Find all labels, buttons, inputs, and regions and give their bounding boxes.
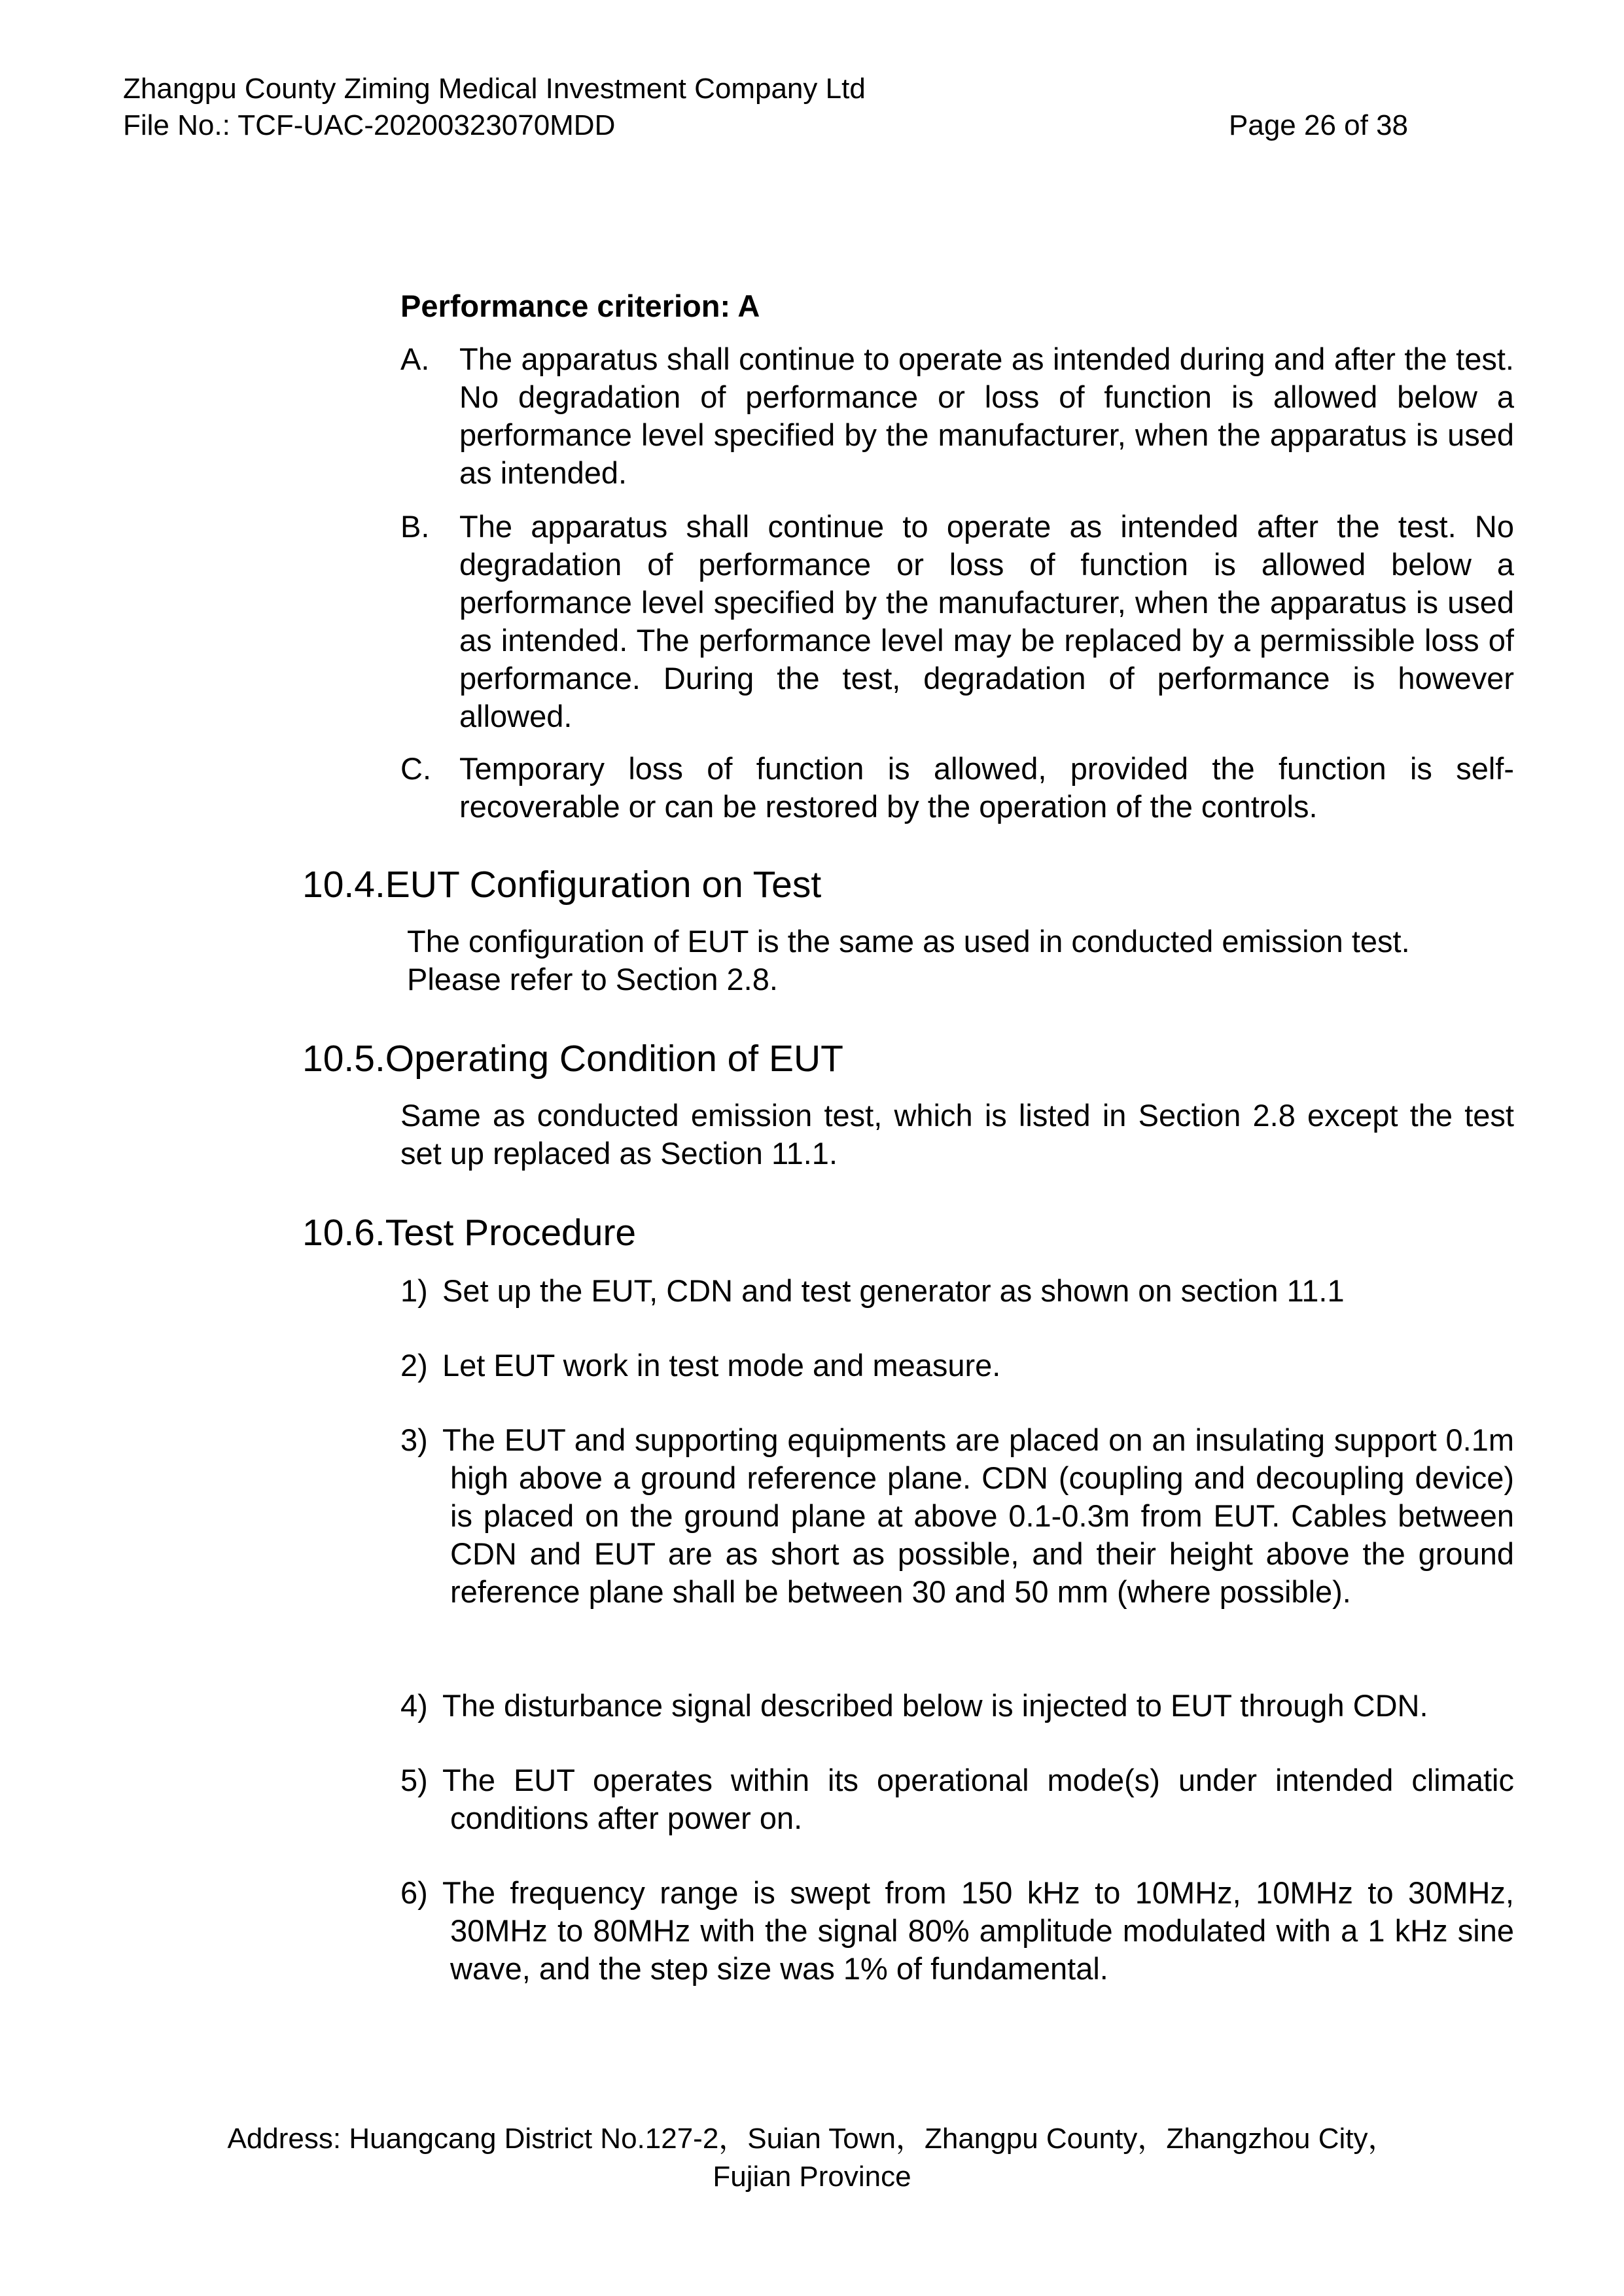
criterion-letter: C. [400,751,431,786]
criterion-text: The apparatus shall continue to operate as intended after the test. No degradation of performance or loss of function is allowed below a performance level specified by the manufacturer, when the apparatus is used as intended. The performance level may be replaced by a permissible loss of performance. During the test, degradation of performance is however allowed. [459,509,1514,733]
section-10-5-title: 10.5.Operating Condition of EUT [302,1038,843,1080]
criterion-letter: B. [400,509,430,544]
procedure-step [400,1874,1514,1988]
criterion-text: The apparatus shall continue to operate as intended during and after the test. No degradation of performance or loss of function is allowed below a performance level specified by the manufacturer, when the apparatus is used as intended. [459,342,1514,490]
step-text: Set up the EUT, CDN and test generator as shown on section 11.1 [442,1273,1345,1308]
section-10-4-line-2: Please refer to Section 2.8. [407,962,778,997]
procedure-step [400,1347,1514,1385]
footer-address-line-1: Address: Huangcang District No.127-2，Suian Town，Zhangpu County，Zhangzhou City， [227,2123,1397,2155]
step-number: 4) [400,1688,428,1723]
criterion-item-b [400,508,1514,735]
step-number: 2) [400,1348,428,1383]
step-text: The frequency range is swept from 150 kHz to 10MHz, 10MHz to 30MHz, 30MHz to 80MHz with the signal 80% amplitude modulated with a 1 kHz sine wave, and the step size was 1% of fundamental. [442,1875,1514,1986]
step-text: The disturbance signal described below is injected to EUT through CDN. [442,1688,1428,1723]
performance-criterion-heading: Performance criterion: A [400,289,760,323]
procedure-step [400,1421,1514,1611]
step-text: The EUT and supporting equipments are placed on an insulating support 0.1m high above a ground reference plane. CDN (coupling and decoupling device) is placed on the ground plane at above 0.1-0.3m from EUT. Cables between CDN and EUT are as short as possible, and their height above the ground reference plane shall be between 30 and 50 mm (where possible). [442,1422,1514,1609]
section-10-4-title: 10.4.EUT Configuration on Test [302,864,822,906]
footer-address-line-2: Fujian Province [713,2161,911,2193]
step-text: The EUT operates within its operational mode(s) under intended climatic conditions after power on. [442,1763,1514,1835]
header-page-number: Page 26 of 38 [1229,109,1409,141]
section-10-4-line-1: The configuration of EUT is the same as used in conducted emission test. [407,924,1410,959]
section-10-4-body [407,923,1519,998]
footer-address [0,2120,1624,2196]
section-10-5-body: Same as conducted emission test, which is listed in Section 2.8 except the test set up replaced as Section 11.1. [400,1098,1514,1171]
step-number: 6) [400,1875,428,1910]
criterion-item-c [400,750,1514,826]
criterion-text: Temporary loss of function is allowed, provided the function is self-recoverable or can be restored by the operation of the controls. [459,751,1514,824]
procedure-step [400,1687,1514,1725]
procedure-step [400,1272,1514,1310]
section-10-6-title: 10.6.Test Procedure [302,1212,637,1254]
header-file-number: File No.: TCF-UAC-20200323070MDD [123,109,616,141]
header-company-name: Zhangpu County Ziming Medical Investment Company Ltd [123,73,866,105]
step-text: Let EUT work in test mode and measure. [442,1348,1001,1383]
criterion-item-a [400,340,1514,492]
procedure-step [400,1761,1514,1837]
step-number: 1) [400,1273,428,1308]
criterion-letter: A. [400,342,430,376]
step-number: 5) [400,1763,428,1797]
step-number: 3) [400,1422,428,1457]
